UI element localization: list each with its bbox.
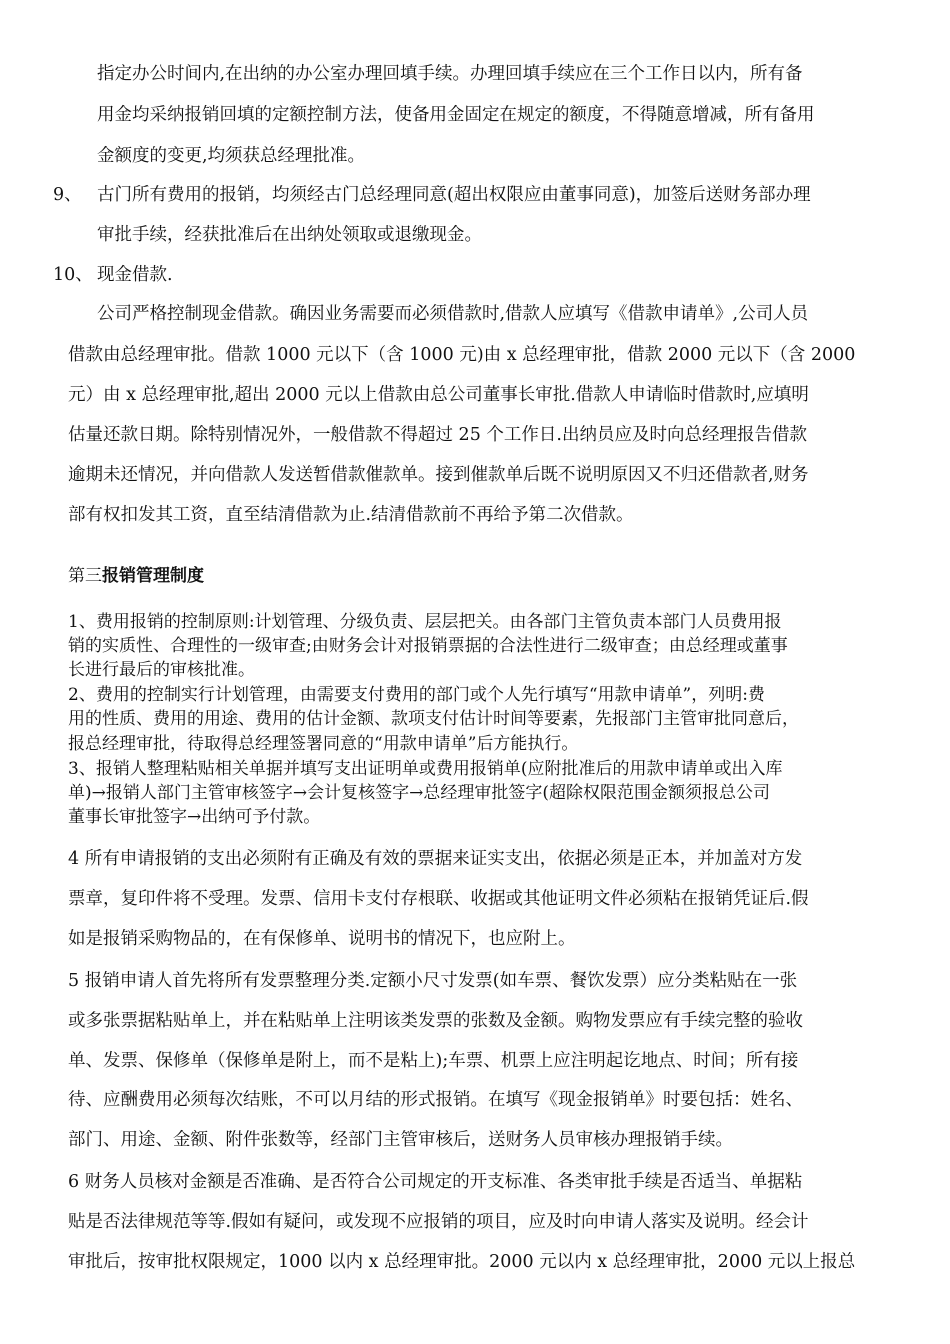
paragraph-line: 单、发票、保修单（保修单是附上，而不是粘上);车票、机票上应注明起讫地点、时间；所有接 (68, 1051, 799, 1071)
paragraph-line: 金额度的变更,均须获总经理批准。 (97, 146, 366, 166)
paragraph-line: 用金均采纳报销回填的定额控制方法，使备用金固定在规定的额度，不得随意增减，所有备用 (97, 105, 815, 125)
paragraph-line: 2、费用的控制实行计划管理，由需要支付费用的部门或个人先行填写“用款申请单”，列明:费 (68, 685, 765, 705)
paragraph-line: 借款由总经理审批。借款 1000 元以下（含 1000 元)由 x 总经理审批，借款 2000 元以下（含 2000 (68, 345, 856, 365)
paragraph-line: 估量还款日期。除特别情况外，一般借款不得超过 25 个工作日.出纳员应及时向总经理报告借款 (68, 425, 807, 445)
paragraph-line: 1、费用报销的控制原则:计划管理、分级负责、层层把关。由各部门主管负责本部门人员费用报 (68, 612, 782, 632)
paragraph-line: 部门、用途、金额、附件张数等，经部门主管审核后，送财务人员审核办理报销手续。 (68, 1130, 733, 1150)
paragraph-line: 销的实质性、合理性的一级审查;由财务会计对报销票据的合法性进行二级审查；由总经理或董事 (68, 636, 788, 656)
paragraph-line: 董事长审批签字→出纳可予付款。 (68, 807, 321, 827)
list-number: 9、 (53, 185, 82, 205)
list-item-title: 现金借款. (97, 265, 173, 285)
paragraph-line: 元）由 x 总经理审批,超出 2000 元以上借款由总公司董事长审批.借款人申请临时借款时,应填明 (68, 385, 809, 405)
paragraph-line: 如是报销采购物品的，在有保修单、说明书的情况下，也应附上。 (68, 929, 576, 949)
list-number: 10、 (53, 265, 93, 285)
paragraph-line: 待、应酬费用必须每次结账，不可以月结的形式报销。在填写《现金报销单》时要包括：姓名、 (68, 1090, 803, 1110)
paragraph-line: 古门所有费用的报销，均须经古门总经理同意(超出权限应由董事同意)，加签后送财务部办理 (97, 185, 811, 205)
paragraph-line: 指定办公时间内,在出纳的办公室办理回填手续。办理回填手续应在三个工作日以内，所有备 (97, 64, 803, 84)
section-heading-title: 报销管理制度 (102, 566, 204, 586)
paragraph-line: 用的性质、费用的用途、费用的估计金额、款项支付估计时间等要素，先报部门主管审批同意后， (68, 709, 799, 729)
paragraph-line: 逾期未还情况，并向借款人发送暂借款催款单。接到催款单后既不说明原因又不归还借款者,财务 (68, 465, 809, 485)
section-heading-prefix: 第三 (68, 566, 102, 586)
paragraph-line: 5 报销申请人首先将所有发票整理分类.定额小尺寸发票(如车票、餐饮发票）应分类粘贴在一张 (68, 971, 798, 991)
section-heading (68, 565, 204, 587)
paragraph-line: 审批后，按审批权限规定，1000 以内 x 总经理审批。2000 元以内 x 总经理审批，2000 元以上报总 (68, 1252, 856, 1272)
paragraph-line: 或多张票据粘贴单上，并在粘贴单上注明该类发票的张数及金额。购物发票应有手续完整的验收 (68, 1011, 803, 1031)
paragraph-line: 公司严格控制现金借款。确因业务需要而必须借款时,借款人应填写《借款申请单》,公司人员 (97, 304, 809, 324)
paragraph-line: 3、报销人整理粘贴相关单据并填写支出证明单或费用报销单(应附批准后的用款申请单或出入库 (68, 759, 783, 779)
paragraph-line: 票章，复印件将不受理。发票、信用卡支付存根联、收据或其他证明文件必须粘在报销凭证后.假 (68, 889, 809, 909)
paragraph-line: 审批手续，经获批准后在出纳处领取或退缴现金。 (97, 225, 482, 245)
paragraph-line: 贴是否法律规范等等.假如有疑问，或发现不应报销的项目，应及时向申请人落实及说明。经会计 (68, 1212, 809, 1232)
paragraph-line: 报总经理审批，待取得总经理签署同意的“用款申请单”后方能执行。 (68, 734, 579, 754)
paragraph-line: 4 所有申请报销的支出必须附有正确及有效的票据来证实支出，依据必须是正本，并加盖对方发 (68, 849, 803, 869)
paragraph-line: 部有权扣发其工资，直至结清借款为止.结清借款前不再给予第二次借款。 (68, 505, 634, 525)
paragraph-line: 6 财务人员核对金额是否准确、是否符合公司规定的开支标准、各类审批手续是否适当、单据粘 (68, 1172, 803, 1192)
paragraph-line: 长进行最后的审核批准。 (68, 660, 255, 680)
paragraph-line: 单)→报销人部门主管审核签字→会计复核签字→总经理审批签字(超除权限范围金额须报总公司 (68, 783, 770, 803)
